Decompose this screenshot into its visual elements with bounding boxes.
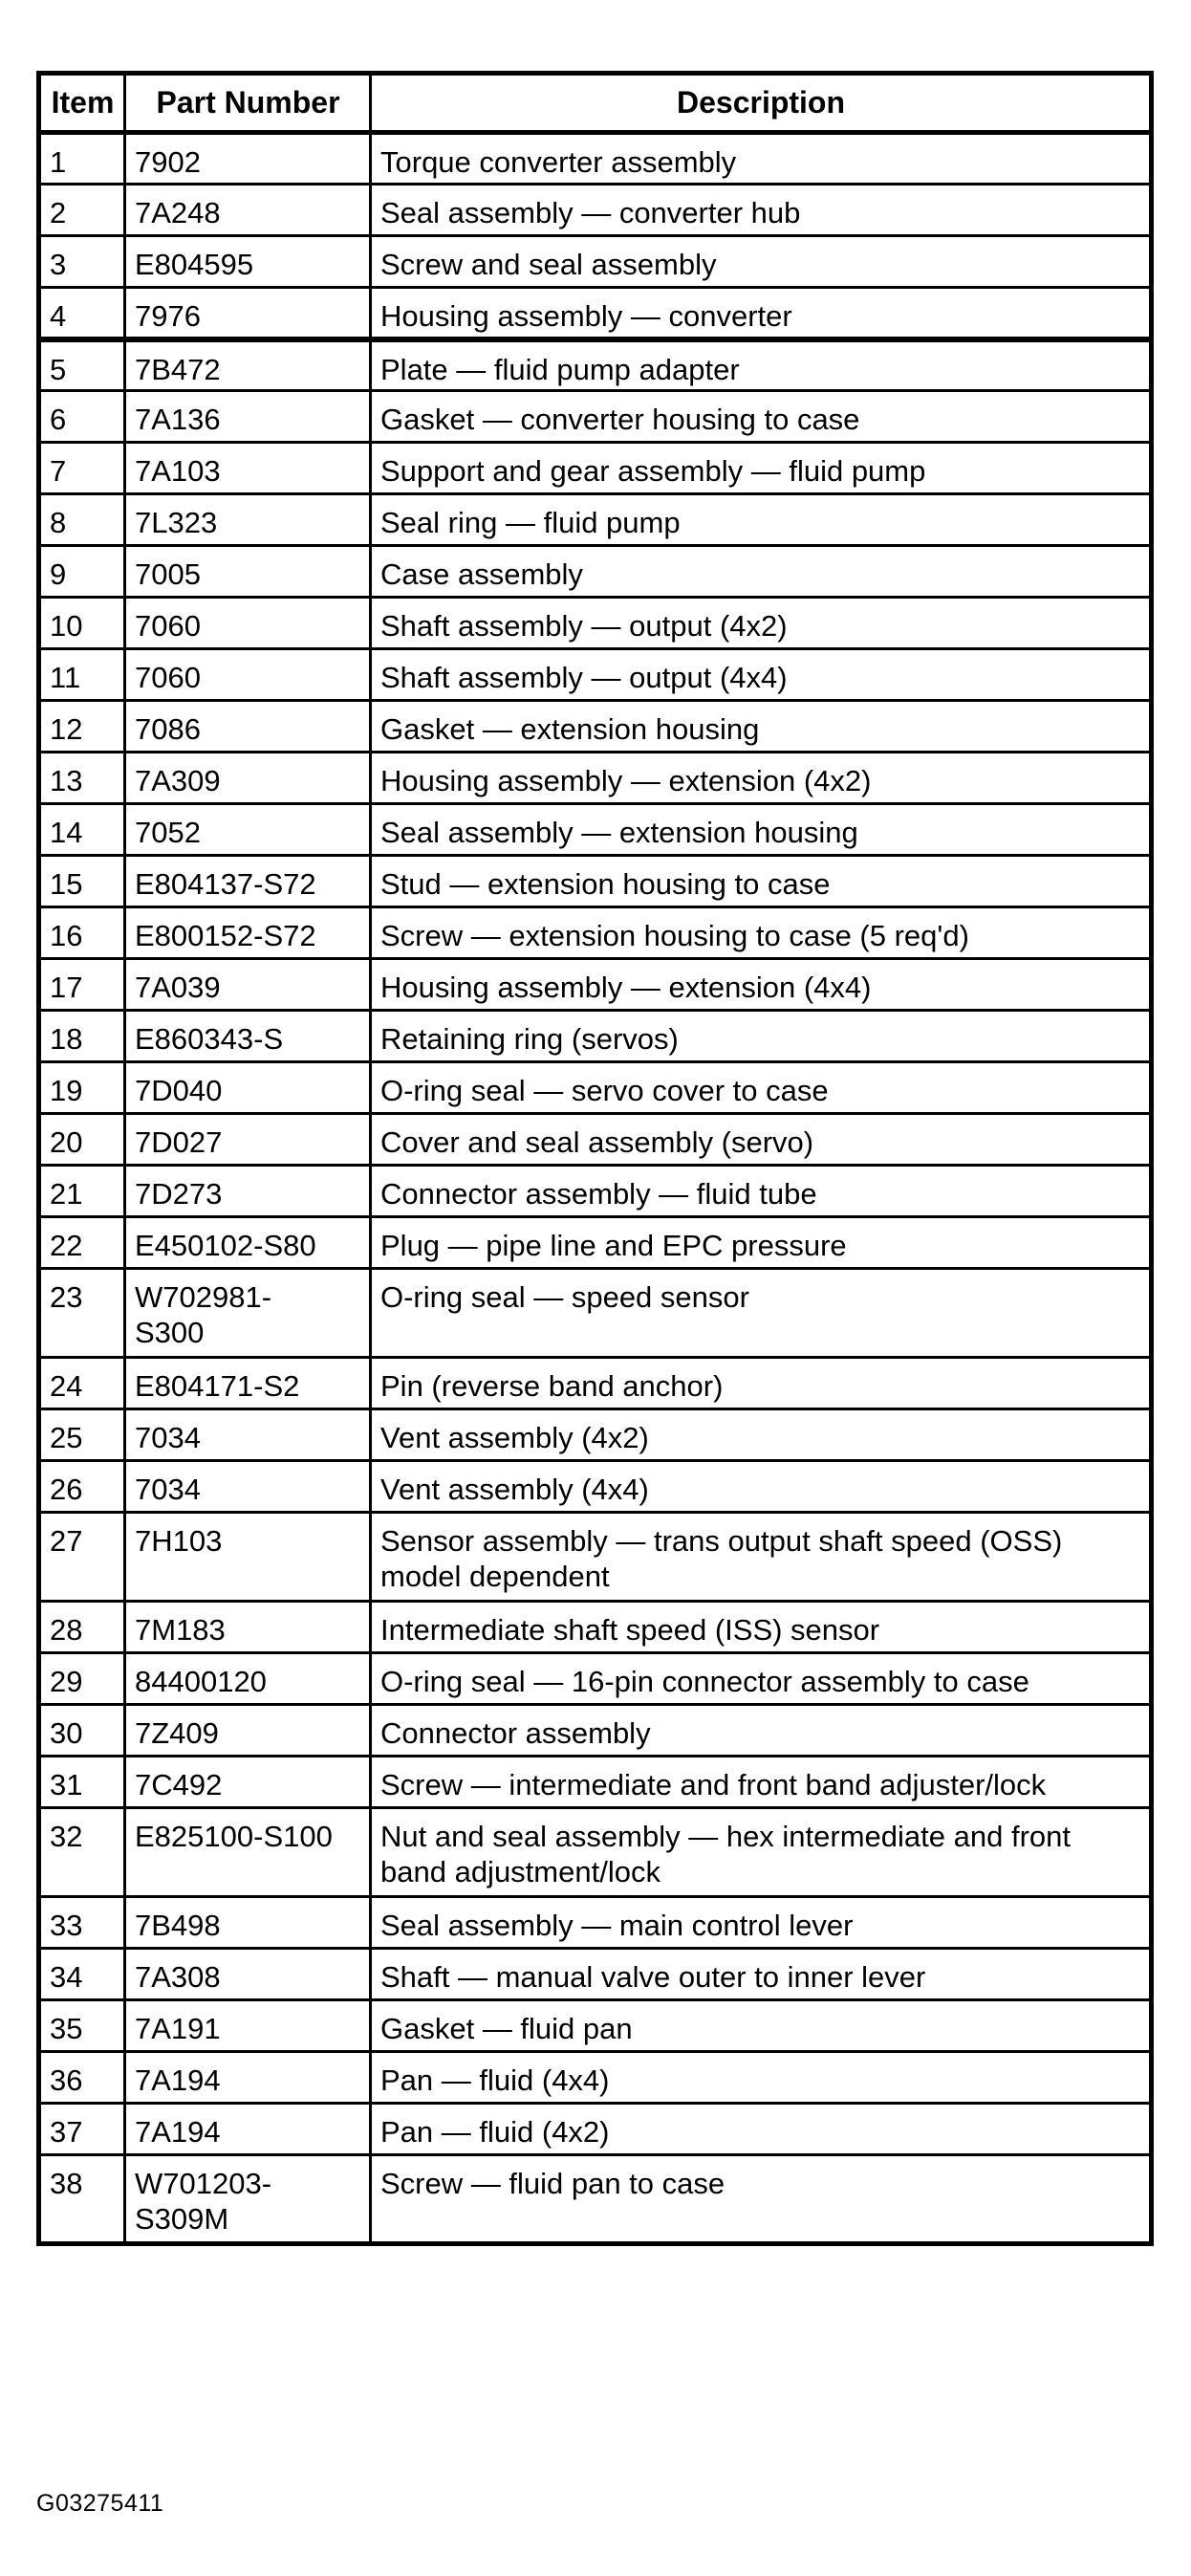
description-cell: Retaining ring (servos): [371, 1011, 1152, 1062]
table-row: [39, 1757, 1152, 1808]
item-cell: 1: [39, 133, 125, 185]
description-cell: Vent assembly (4x2): [371, 1409, 1152, 1461]
table-row: [39, 2052, 1152, 2104]
part-number-cell: 7A103: [125, 443, 371, 494]
part-number-cell: 7A194: [125, 2104, 371, 2155]
item-cell: 16: [39, 907, 125, 959]
part-number-cell: 7086: [125, 701, 371, 753]
table-row: [39, 1166, 1152, 1217]
description-cell: Screw — extension housing to case (5 req'd): [371, 907, 1152, 959]
description-cell: Screw and seal assembly: [371, 236, 1152, 288]
table-row: [39, 236, 1152, 288]
item-cell: 36: [39, 2052, 125, 2104]
part-number-cell: 7A194: [125, 2052, 371, 2104]
description-cell: Connector assembly — fluid tube: [371, 1166, 1152, 1217]
item-cell: 17: [39, 959, 125, 1011]
description-cell: Shaft — manual valve outer to inner lever: [371, 1949, 1152, 2000]
table-row: [39, 1062, 1152, 1114]
description-cell: Gasket — extension housing: [371, 701, 1152, 753]
table-row: [39, 339, 1152, 391]
part-number-cell: 7D040: [125, 1062, 371, 1114]
description-cell: Seal assembly — converter hub: [371, 185, 1152, 236]
item-cell: 13: [39, 753, 125, 804]
description-cell: Plate — fluid pump adapter: [371, 339, 1152, 391]
table-row: [39, 1358, 1152, 1409]
description-cell: Housing assembly — extension (4x2): [371, 753, 1152, 804]
table-row: [39, 443, 1152, 494]
item-cell: 5: [39, 339, 125, 391]
item-cell: 38: [39, 2155, 125, 2244]
description-cell: Seal assembly — extension housing: [371, 804, 1152, 856]
table-row: [39, 1011, 1152, 1062]
item-cell: 18: [39, 1011, 125, 1062]
description-cell: Stud — extension housing to case: [371, 856, 1152, 907]
table-row: [39, 546, 1152, 598]
header-description: Description: [371, 74, 1152, 133]
part-number-cell: 7976: [125, 288, 371, 339]
part-number-cell: 7052: [125, 804, 371, 856]
item-cell: 37: [39, 2104, 125, 2155]
item-cell: 19: [39, 1062, 125, 1114]
description-cell: Case assembly: [371, 546, 1152, 598]
description-cell: Nut and seal assembly — hex intermediate and front band adjustment/lock: [371, 1808, 1152, 1897]
item-cell: 7: [39, 443, 125, 494]
item-cell: 2: [39, 185, 125, 236]
item-cell: 32: [39, 1808, 125, 1897]
description-cell: Connector assembly: [371, 1705, 1152, 1757]
item-cell: 25: [39, 1409, 125, 1461]
part-number-cell: E804137-S72: [125, 856, 371, 907]
part-number-cell: 7034: [125, 1409, 371, 1461]
part-number-cell: W701203- S309M: [125, 2155, 371, 2244]
part-number-cell: 7D027: [125, 1114, 371, 1166]
header-part-number: Part Number: [125, 74, 371, 133]
part-number-cell: 7A309: [125, 753, 371, 804]
table-row: [39, 1409, 1152, 1461]
description-cell: Shaft assembly — output (4x2): [371, 598, 1152, 649]
table-row: [39, 185, 1152, 236]
table-row: [39, 1461, 1152, 1513]
table-row: [39, 1949, 1152, 2000]
table-row: [39, 2104, 1152, 2155]
item-cell: 3: [39, 236, 125, 288]
table-row: [39, 1269, 1152, 1358]
part-number-cell: E804171-S2: [125, 1358, 371, 1409]
table-row: [39, 288, 1152, 339]
item-cell: 23: [39, 1269, 125, 1358]
description-cell: Gasket — converter housing to case: [371, 391, 1152, 443]
part-number-cell: 7902: [125, 133, 371, 185]
part-number-cell: 7A039: [125, 959, 371, 1011]
table-row: [39, 1897, 1152, 1949]
part-number-cell: E800152-S72: [125, 907, 371, 959]
table-row: [39, 753, 1152, 804]
table-row: [39, 391, 1152, 443]
part-number-cell: 7A136: [125, 391, 371, 443]
table-row: [39, 2000, 1152, 2052]
part-number-cell: E825100-S100: [125, 1808, 371, 1897]
part-number-cell: 84400120: [125, 1653, 371, 1705]
part-number-cell: 7H103: [125, 1513, 371, 1602]
item-cell: 27: [39, 1513, 125, 1602]
table-row: [39, 598, 1152, 649]
part-number-cell: 7Z409: [125, 1705, 371, 1757]
description-cell: O-ring seal — speed sensor: [371, 1269, 1152, 1358]
item-cell: 6: [39, 391, 125, 443]
item-cell: 28: [39, 1602, 125, 1653]
header-row: [39, 74, 1152, 133]
description-cell: Screw — intermediate and front band adjuster/lock: [371, 1757, 1152, 1808]
item-cell: 20: [39, 1114, 125, 1166]
item-cell: 24: [39, 1358, 125, 1409]
description-cell: Support and gear assembly — fluid pump: [371, 443, 1152, 494]
part-number-cell: W702981- S300: [125, 1269, 371, 1358]
part-number-cell: 7B472: [125, 339, 371, 391]
part-number-cell: E450102-S80: [125, 1217, 371, 1269]
description-cell: Gasket — fluid pan: [371, 2000, 1152, 2052]
item-cell: 22: [39, 1217, 125, 1269]
item-cell: 34: [39, 1949, 125, 2000]
description-cell: Sensor assembly — trans output shaft speed (OSS) model dependent: [371, 1513, 1152, 1602]
part-number-cell: 7060: [125, 649, 371, 701]
table-row: [39, 1808, 1152, 1897]
parts-table: [36, 71, 1154, 2246]
item-cell: 8: [39, 494, 125, 546]
part-number-cell: 7060: [125, 598, 371, 649]
item-cell: 35: [39, 2000, 125, 2052]
item-cell: 31: [39, 1757, 125, 1808]
item-cell: 4: [39, 288, 125, 339]
table-row: [39, 494, 1152, 546]
table-row: [39, 856, 1152, 907]
description-cell: Housing assembly — converter: [371, 288, 1152, 339]
figure-code: G03275411: [36, 2490, 164, 2517]
table-row: [39, 1653, 1152, 1705]
description-cell: Cover and seal assembly (servo): [371, 1114, 1152, 1166]
table-row: [39, 1114, 1152, 1166]
part-number-cell: 7A308: [125, 1949, 371, 2000]
part-number-cell: E804595: [125, 236, 371, 288]
table-body: [39, 133, 1152, 2244]
table-row: [39, 959, 1152, 1011]
part-number-cell: 7D273: [125, 1166, 371, 1217]
description-cell: Pan — fluid (4x2): [371, 2104, 1152, 2155]
description-cell: O-ring seal — servo cover to case: [371, 1062, 1152, 1114]
item-cell: 33: [39, 1897, 125, 1949]
header-item: Item: [39, 74, 125, 133]
item-cell: 10: [39, 598, 125, 649]
part-number-cell: 7L323: [125, 494, 371, 546]
part-number-cell: E860343-S: [125, 1011, 371, 1062]
description-cell: Seal ring — fluid pump: [371, 494, 1152, 546]
item-cell: 14: [39, 804, 125, 856]
table-row: [39, 1513, 1152, 1602]
part-number-cell: 7A191: [125, 2000, 371, 2052]
item-cell: 30: [39, 1705, 125, 1757]
item-cell: 29: [39, 1653, 125, 1705]
description-cell: Seal assembly — main control lever: [371, 1897, 1152, 1949]
description-cell: O-ring seal — 16-pin connector assembly to case: [371, 1653, 1152, 1705]
description-cell: Pan — fluid (4x4): [371, 2052, 1152, 2104]
item-cell: 11: [39, 649, 125, 701]
table-row: [39, 701, 1152, 753]
table-row: [39, 1705, 1152, 1757]
description-cell: Pin (reverse band anchor): [371, 1358, 1152, 1409]
item-cell: 26: [39, 1461, 125, 1513]
item-cell: 15: [39, 856, 125, 907]
part-number-cell: 7034: [125, 1461, 371, 1513]
table-row: [39, 133, 1152, 185]
part-number-cell: 7005: [125, 546, 371, 598]
table-header: [39, 74, 1152, 133]
table-row: [39, 1602, 1152, 1653]
description-cell: Housing assembly — extension (4x4): [371, 959, 1152, 1011]
description-cell: Vent assembly (4x4): [371, 1461, 1152, 1513]
description-cell: Intermediate shaft speed (ISS) sensor: [371, 1602, 1152, 1653]
table-row: [39, 2155, 1152, 2244]
description-cell: Plug — pipe line and EPC pressure: [371, 1217, 1152, 1269]
description-cell: Shaft assembly — output (4x4): [371, 649, 1152, 701]
item-cell: 12: [39, 701, 125, 753]
part-number-cell: 7B498: [125, 1897, 371, 1949]
part-number-cell: 7C492: [125, 1757, 371, 1808]
table-row: [39, 649, 1152, 701]
part-number-cell: 7A248: [125, 185, 371, 236]
table-row: [39, 907, 1152, 959]
item-cell: 21: [39, 1166, 125, 1217]
item-cell: 9: [39, 546, 125, 598]
description-cell: Torque converter assembly: [371, 133, 1152, 185]
table-row: [39, 1217, 1152, 1269]
description-cell: Screw — fluid pan to case: [371, 2155, 1152, 2244]
table-row: [39, 804, 1152, 856]
part-number-cell: 7M183: [125, 1602, 371, 1653]
